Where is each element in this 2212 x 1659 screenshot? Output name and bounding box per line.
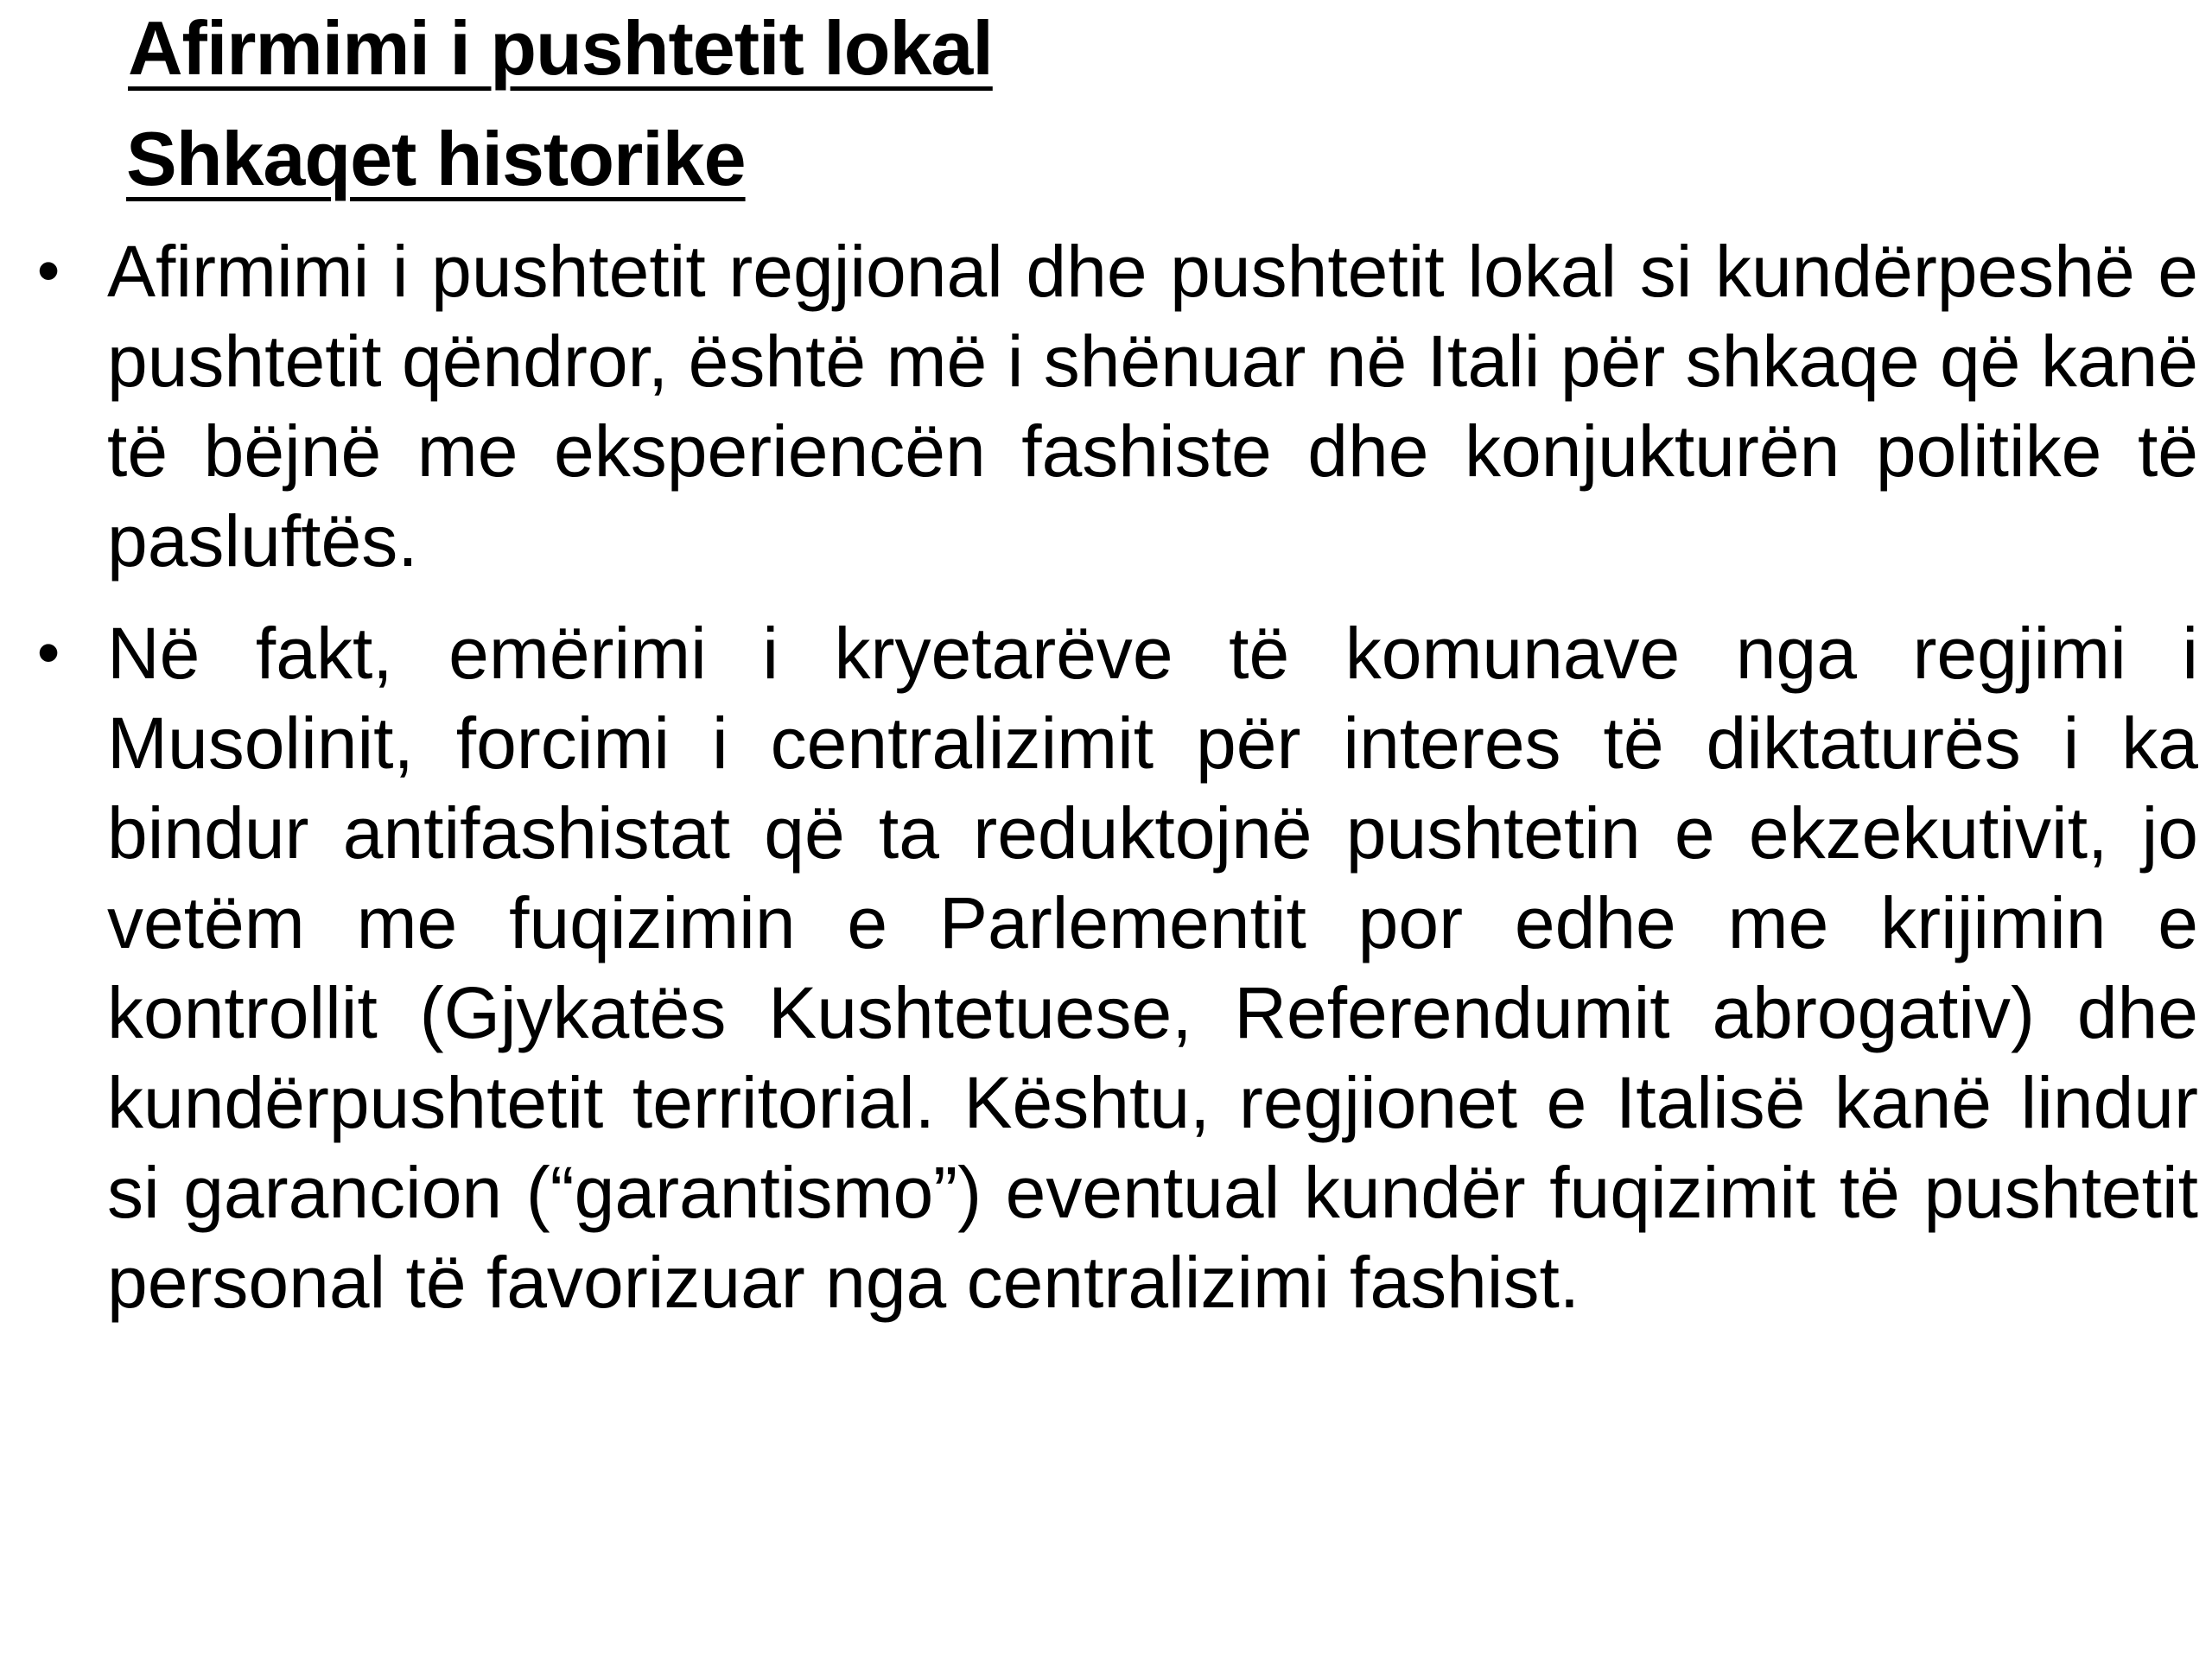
bullet-dot-icon: •: [36, 234, 60, 308]
slide-title: Afirmimi i pushtetit lokal: [128, 5, 993, 91]
bullet-text: Në fakt, emërimi i kryetarëve të komunave nga regjimi i Musolinit, forcimi i centralizimit për interes të diktaturës i ka bindur antifashistat që ta reduktojnë pushtetin e ekzekutivit, jo vetëm me fuqizimin e Parlementit por edhe me krijimin e kontrollit (Gjykatës Kushtetuese, Referendumit abrogativ) dhe kundërpushtetit territorial. Kështu, regjionet e Italisë kanë lindur si garancion (“garantismo”) eventual kundër fuqizimit të pushtetit personal të favorizuar nga centralizimi fashist.: [107, 613, 2198, 1323]
bullet-dot-icon: •: [36, 616, 60, 690]
list-item: [36, 226, 2198, 586]
bullet-text: Afirmimi i pushtetit regjional dhe pushtetit lokal si kundërpeshë e pushtetit qëndror, është më i shënuar në Itali për shkaqe që kanë të bëjnë me eksperiencën fashiste dhe konjukturën politike të pasluftës.: [107, 231, 2198, 582]
slide-title-wrapper: [107, 3, 993, 93]
slide-subtitle: Shkaqet historike: [126, 116, 746, 201]
bullet-list: [36, 226, 2198, 1350]
list-item: [36, 608, 2198, 1327]
slide-subtitle-wrapper: [22, 114, 746, 204]
